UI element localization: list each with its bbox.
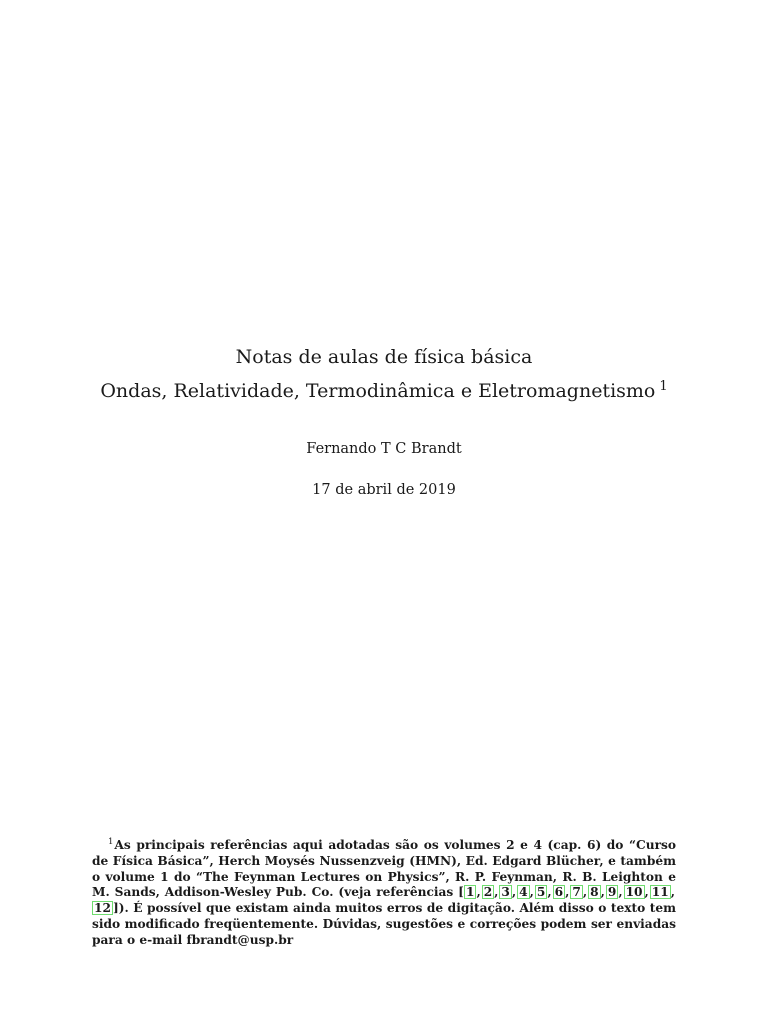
title-text-1: Notas de aulas de física básica	[235, 346, 533, 368]
title-footnote-mark[interactable]: 1	[659, 379, 668, 394]
reference-link-11[interactable]: 11	[651, 885, 669, 900]
reference-separator: ,	[511, 885, 517, 900]
reference-separator: ,	[582, 885, 588, 900]
reference-separator: ,	[644, 885, 649, 900]
footnote	[92, 835, 676, 949]
title-line-1	[0, 343, 768, 372]
title-text-2: Ondas, Relatividade, Termodinâmica e Eletromagnetismo	[100, 380, 656, 402]
reference-separator: ,	[600, 885, 605, 900]
footnote-text-before-refs: As principais referências aqui adotadas são os volumes 2 e 4 (cap. 6) do “Curso de Física Básica”, Herch Moysés Nussenzveig (HMN), Ed. Edgard Blücher, e também o volume 1 do “The Feynman Lectures on Physics”, R. P. Feynman, R. B. Leighton e M. Sands, Addison-Wesley Pub. Co. (veja referências [	[92, 838, 676, 900]
reference-link-4[interactable]: 4	[519, 885, 528, 900]
reference-link-2[interactable]: 2	[483, 885, 493, 900]
reference-link-6[interactable]: 6	[554, 885, 564, 900]
reference-link-9[interactable]: 9	[607, 885, 617, 900]
reference-separator: ,	[670, 885, 675, 900]
document-date: 17 de abril de 2019	[312, 482, 456, 498]
reference-separator: ,	[494, 885, 499, 900]
reference-separator: ,	[547, 885, 552, 900]
reference-separator: ,	[618, 885, 623, 900]
reference-link-10[interactable]: 10	[625, 885, 643, 900]
reference-link-12[interactable]: 12	[94, 901, 111, 916]
reference-link-3[interactable]: 3	[501, 885, 510, 900]
reference-link-8[interactable]: 8	[590, 885, 599, 900]
author-name: Fernando T C Brandt	[306, 441, 462, 457]
reference-link-5[interactable]: 5	[536, 885, 546, 900]
footnote-text-after-refs: ]). É possível que existam ainda muitos erros de digitação. Além disso o texto tem sido modificado freqüentemente. Dúvidas, sugestões e correções podem ser enviadas para o e-mail fbrandt@usp.br	[92, 901, 676, 947]
reference-link-7[interactable]: 7	[572, 885, 581, 900]
reference-separator: ,	[476, 885, 481, 900]
title-line-2	[0, 372, 768, 406]
reference-separator: ,	[565, 885, 570, 900]
title-block	[0, 343, 768, 406]
reference-link-1[interactable]: 1	[465, 885, 475, 900]
reference-separator: ,	[529, 885, 534, 900]
footnote-mark: 1	[108, 837, 114, 847]
